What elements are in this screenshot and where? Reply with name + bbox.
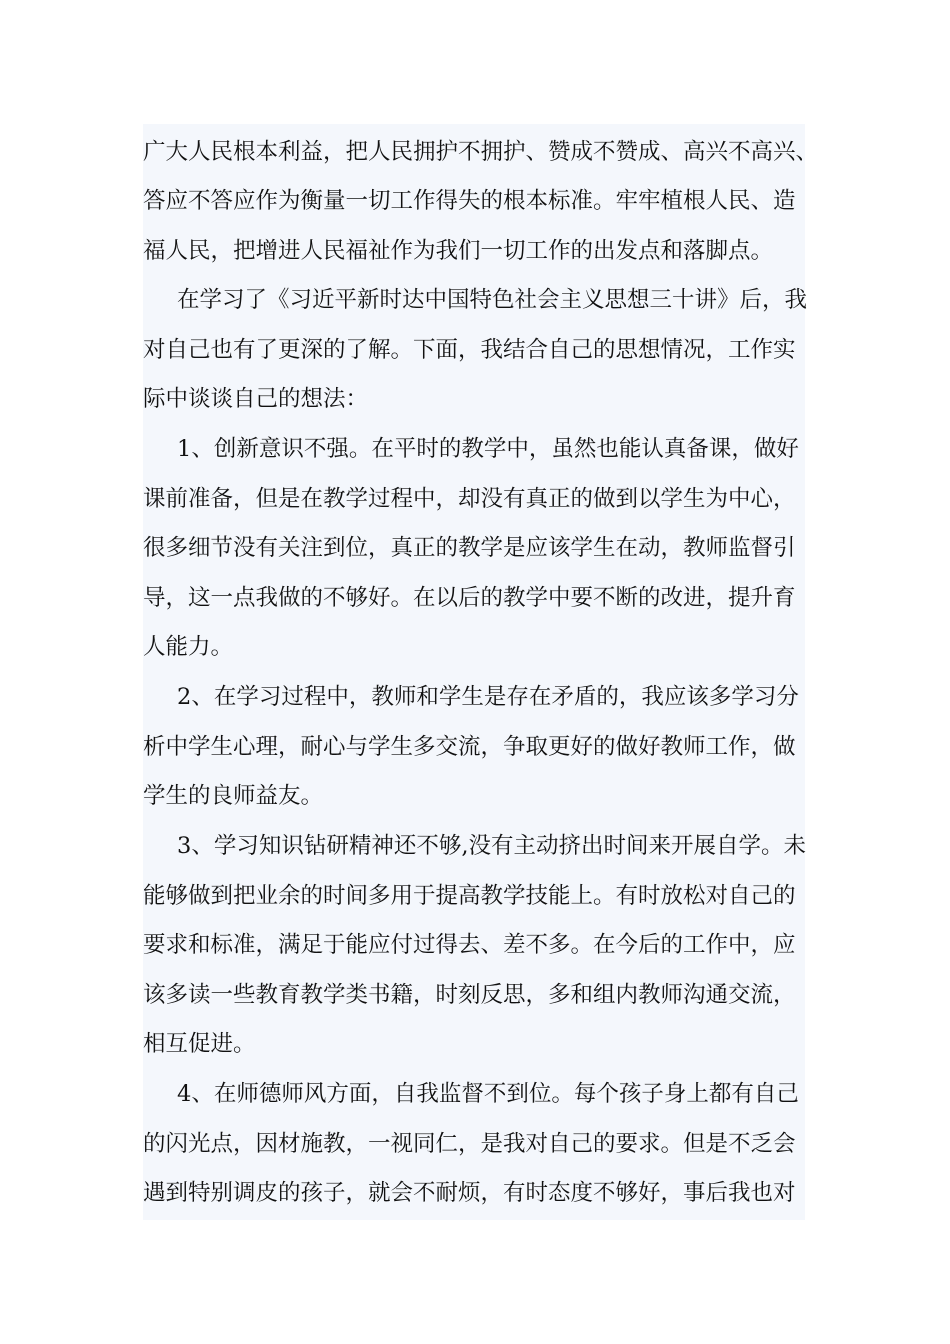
- text-line: 相互促进。: [143, 1031, 256, 1057]
- text-line: 课前准备，但是在教学过程中，却没有真正的做到以学生为中心，: [143, 486, 796, 512]
- text-line: 很多细节没有关注到位，真正的教学是应该学生在动，教师监督引: [143, 535, 796, 561]
- text-line: 际中谈谈自己的想法：: [143, 386, 369, 412]
- text-line: 该多读一些教育教学类书籍，时刻反思，多和组内教师沟通交流，: [143, 982, 796, 1008]
- text-line: 福人民，把增进人民福祉作为我们一切工作的出发点和落脚点。: [143, 238, 774, 264]
- text-line: 遇到特别调皮的孩子，就会不耐烦，有时态度不够好，事后我也对: [143, 1180, 796, 1206]
- text-line: 1、创新意识不强。在平时的教学中，虽然也能认真备课，做好: [177, 436, 799, 462]
- text-line: 在学习了《习近平新时达中国特色社会主义思想三十讲》后，我: [177, 287, 808, 313]
- document-text-block: [143, 124, 819, 1220]
- text-line: 3、学习知识钻研精神还不够,没有主动挤出时间来开展自学。未: [177, 833, 806, 859]
- text-line: 要求和标准，满足于能应付过得去、差不多。在今后的工作中，应: [143, 932, 796, 958]
- text-line: 对自己也有了更深的了解。下面，我结合自己的思想情况，工作实: [143, 337, 796, 363]
- text-line: 导，这一点我做的不够好。在以后的教学中要不断的改进，提升育: [143, 585, 796, 611]
- text-line: 析中学生心理，耐心与学生多交流，争取更好的做好教师工作，做: [143, 734, 796, 760]
- text-line: 4、在师德师风方面，自我监督不到位。每个孩子身上都有自己: [177, 1081, 799, 1107]
- text-line: 人能力。: [143, 634, 234, 660]
- text-line: 2、在学习过程中，教师和学生是存在矛盾的，我应该多学习分: [177, 684, 799, 710]
- text-line: 的闪光点，因材施教，一视同仁，是我对自己的要求。但是不乏会: [143, 1131, 796, 1157]
- text-line: 答应不答应作为衡量一切工作得失的根本标准。牢牢植根人民、造: [143, 188, 796, 214]
- text-line: 学生的良师益友。: [143, 783, 324, 809]
- text-line: 广大人民根本利益，把人民拥护不拥护、赞成不赞成、高兴不高兴、: [143, 139, 819, 165]
- text-line: 能够做到把业余的时间多用于提高教学技能上。有时放松对自己的: [143, 883, 796, 909]
